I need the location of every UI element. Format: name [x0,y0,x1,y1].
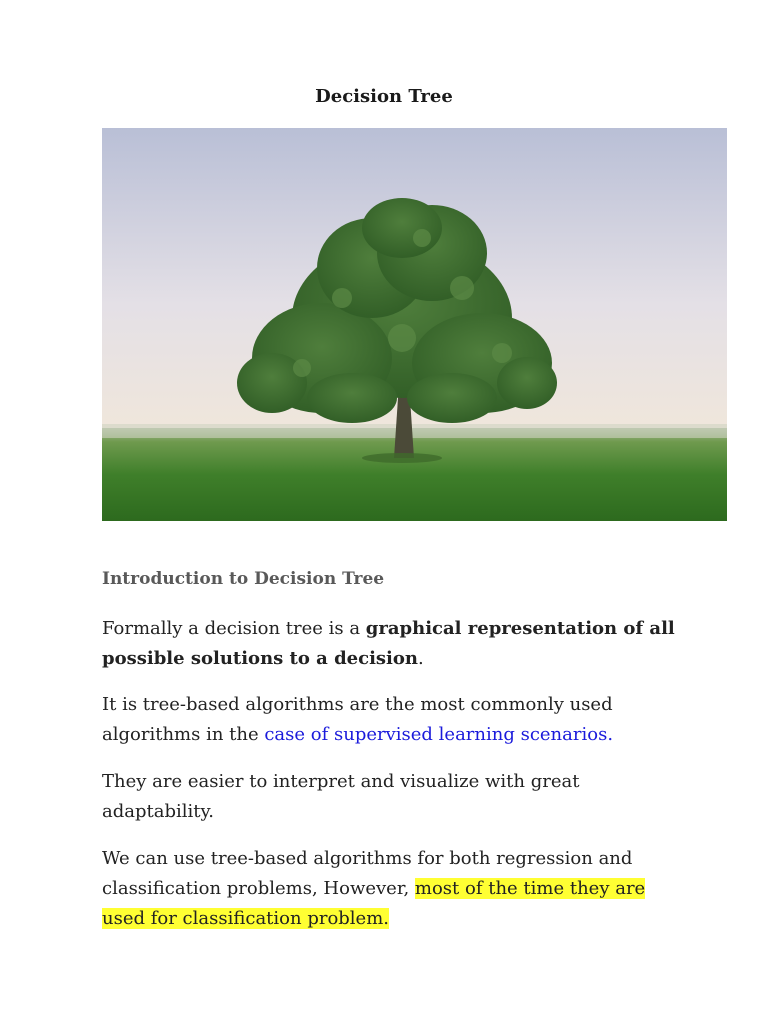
paragraph-text: They are easier to interpret and visualize with great adaptability. [102,771,580,822]
paragraph-definition [102,614,692,674]
paragraph-text: It is tree-based algorithms are the most commonly used algorithms in the [102,694,613,745]
paragraph-algorithms [102,690,692,750]
paragraph-text: Formally a decision tree is a [102,618,366,639]
supervised-learning-link[interactable]: case of supervised learning scenarios. [264,724,614,745]
paragraph-text: . [417,648,424,669]
paragraph-interpret [102,767,692,827]
paragraph-text: We can use tree-based algorithms for both regression and classification problems, However, [102,848,633,899]
tree-image [102,128,727,521]
paragraph-usage [102,844,692,934]
bold-phrase: graphical representation of all possible solutions to a decision [102,618,675,669]
highlighted-phrase: most of the time they are used for classification problem. [102,878,646,929]
page-title: Decision Tree [315,86,453,107]
section-heading: Introduction to Decision Tree [102,569,385,589]
